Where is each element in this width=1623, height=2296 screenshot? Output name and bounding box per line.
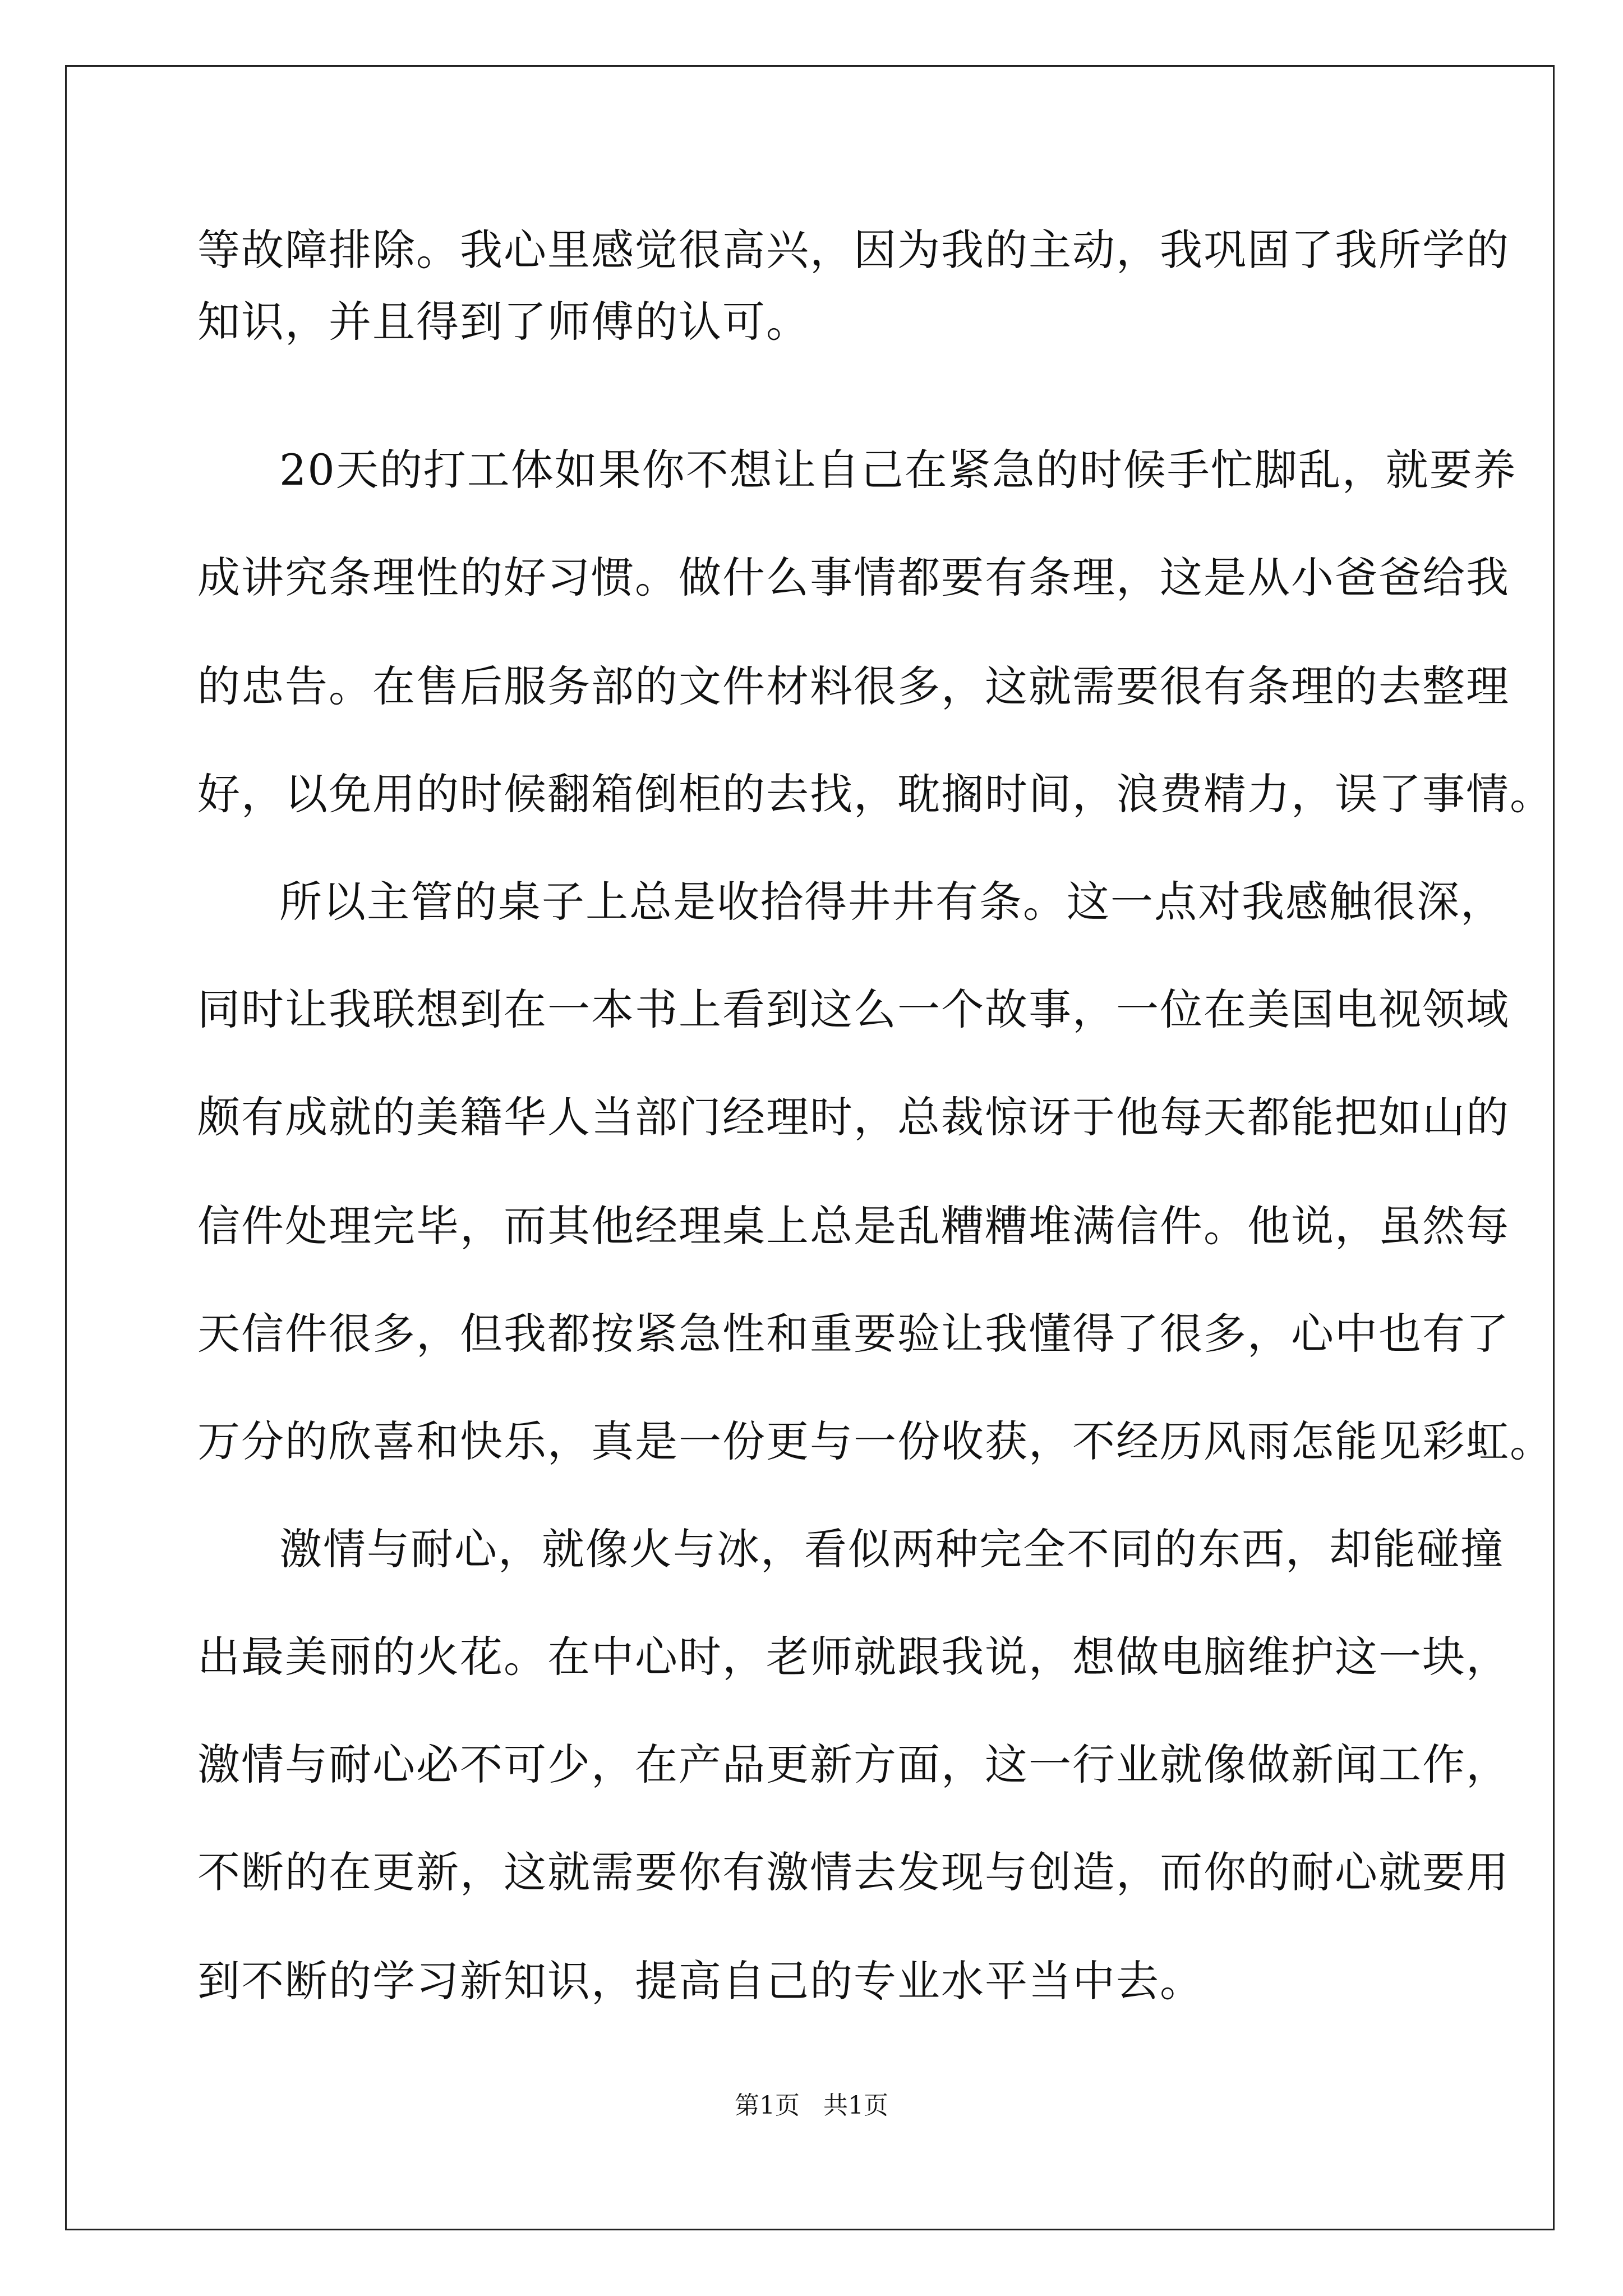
page-border: [65, 65, 1555, 2230]
text-line: 激情与耐心，就像火与冰，看似两种完全不同的东西，却能碰撞: [279, 1524, 1504, 1574]
page-number-footer: 第1页 共1页: [735, 2091, 888, 2120]
text-line: 同时让我联想到在一本书上看到这么一个故事，一位在美国电视领域: [197, 984, 1510, 1034]
text-line: 万分的欣喜和快乐，真是一份更与一份收获，不经历风雨怎能见彩虹。: [197, 1416, 1553, 1466]
text-line: 所以主管的桌子上总是收拾得井井有条。这一点对我感触很深，: [279, 877, 1504, 927]
text-line: 颇有成就的美籍华人当部门经理时，总裁惊讶于他每天都能把如山的: [197, 1092, 1510, 1142]
text-line: 信件处理完毕，而其他经理桌上总是乱糟糟堆满信件。他说，虽然每: [197, 1201, 1510, 1251]
text-line: 的忠告。在售后服务部的文件材料很多，这就需要很有条理的去整理: [197, 661, 1510, 711]
text-line: 激情与耐心必不可少，在产品更新方面，这一行业就像做新闻工作，: [197, 1740, 1510, 1789]
text-line: 知识，并且得到了师傅的认可。: [197, 297, 810, 347]
text-line: 20天的打工体如果你不想让自己在紧急的时候手忙脚乱，就要养: [279, 445, 1517, 495]
text-line: 不断的在更新，这就需要你有激情去发现与创造，而你的耐心就要用: [197, 1847, 1510, 1897]
text-line: 好，以免用的时候翻箱倒柜的去找，耽搁时间，浪费精力，误了事情。: [197, 769, 1553, 819]
text-line: 成讲究条理性的好习惯。做什么事情都要有条理，这是从小爸爸给我: [197, 553, 1510, 602]
text-line: 等故障排除。我心里感觉很高兴，因为我的主动，我巩固了我所学的: [197, 225, 1510, 275]
text-line: 出最美丽的火花。在中心时，老师就跟我说，想做电脑维护这一块，: [197, 1632, 1510, 1682]
text-line: 到不断的学习新知识，提高自己的专业水平当中去。: [197, 1956, 1204, 2006]
text-line: 天信件很多，但我都按紧急性和重要验让我懂得了很多，心中也有了: [197, 1309, 1510, 1359]
